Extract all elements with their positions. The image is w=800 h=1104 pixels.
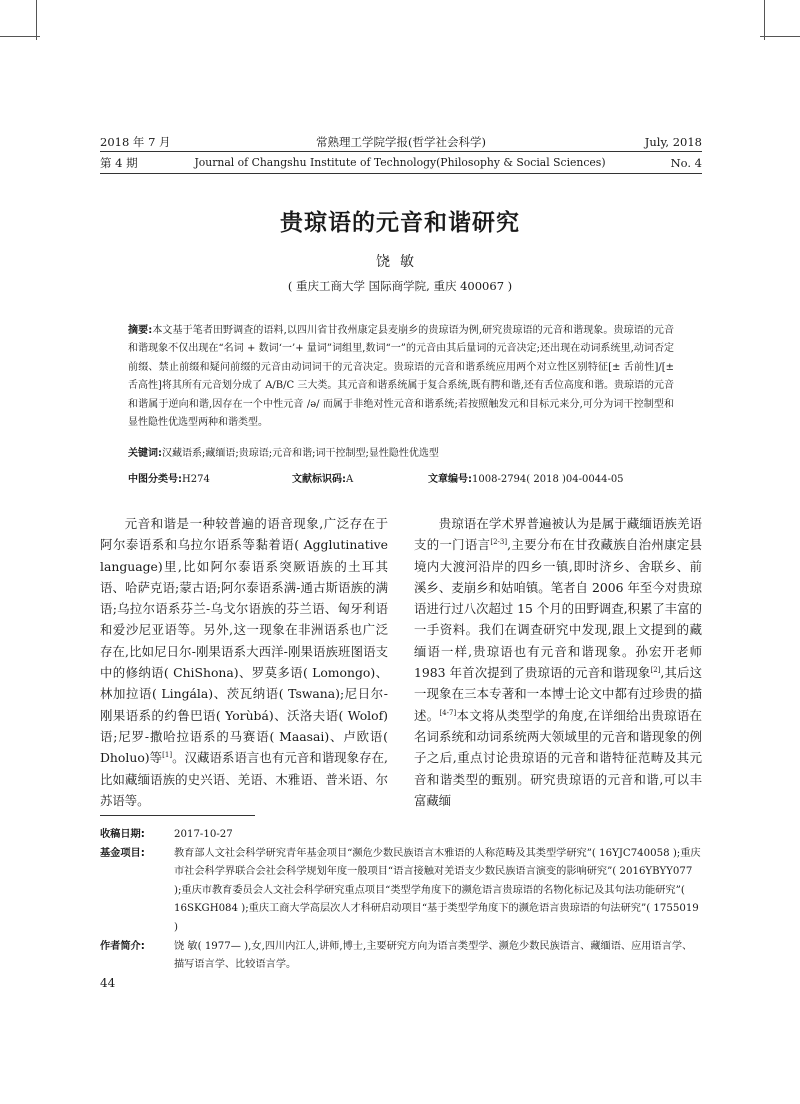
author-bio-text: 饶 敏( 1977— ),女,四川内江人,讲师,博士,主要研究方向为语言类型学、濒危少数民族语言、藏缅语、应用语言学、描写语言学、比较语言学。 <box>174 940 693 971</box>
body-paragraph <box>100 513 388 811</box>
article-affiliation: ( 重庆工商大学 国际商学院, 重庆 400067 ) <box>287 279 513 293</box>
body-column-right <box>414 513 702 811</box>
keywords <box>128 446 674 462</box>
footnote-received <box>100 826 702 845</box>
header-journal-cn: 常熟理工学院学报(哲学社会科学) <box>316 135 486 149</box>
header-date-cn: 2018 年 7 月 <box>100 135 171 149</box>
keywords-text: 汉藏语系;藏缅语;贵琼语;元音和谐;词干控制型;显性隐性优选型 <box>162 448 439 459</box>
doc-code <box>292 472 353 488</box>
header-issue-en: No. 4 <box>670 156 702 170</box>
body-text: 元音和谐是一种较普遍的语音现象,广泛存在于阿尔泰语系和乌拉尔语系等黏着语( Agglutinative language)里,比如阿尔泰语系突厥语族的土耳其语、哈萨克语;蒙古语;阿尔泰语系满-通古斯语族的满语;乌拉尔语系芬兰-乌戈尔语族的芬兰语、匈牙利语和爱沙尼亚语等。另外,这一现象在非洲语系也广泛存在,比如尼日尔-刚果语系大西洋-刚果语族班图语支中的修纳语( ChiShona)、罗莫多语( Lomongo)、林加拉语( Lingála)、茨瓦纳语( Tswana);尼日尔-刚果语系的约鲁巴语( Yorùbá)、沃洛夫语( Wolof)语;尼罗-撒哈拉语系的马赛语( Maasai)、卢欧语( Dholuo)等 <box>100 516 388 766</box>
body-text: 本文将从类型学的角度,在详细给出贵琼语在名词系统和动词系统两大领域里的元音和谐现象的例子之后,重点讨论贵琼语的元音和谐特征范畴及其元音和谐类型的甄别。研究贵琼语的元音和谐,可以丰富藏缅 <box>414 707 702 808</box>
article-number-value: 1008-2794( 2018 )04-0044-05 <box>472 474 624 485</box>
citation: [2] <box>650 665 661 674</box>
body-text: 贵琼语在学术界普遍被认为是属于藏缅语族羌语支的一门语言 <box>414 516 702 553</box>
keywords-label: 关键词: <box>128 448 162 459</box>
footnotes <box>100 826 702 975</box>
header-rule-bottom <box>100 173 702 174</box>
doc-value: A <box>346 474 354 485</box>
header-date-en: July, 2018 <box>644 135 702 149</box>
article-number-label: 文章编号: <box>428 474 472 485</box>
body-text: ,其后这一现象在三本专著和一本博士论文中都有过珍贵的描述。 <box>414 665 702 723</box>
footnote-fund <box>100 845 702 938</box>
abstract-label: 摘要: <box>128 325 153 336</box>
body-text: 。汉藏语系语言也有元音和谐现象存在,比如藏缅语族的史兴语、羌语、木雅语、普米语、尔苏语等。 <box>100 750 388 808</box>
body-text: ,主要分布在甘孜藏族自治州康定县境内大渡河沿岸的四乡一镇,即时济乡、舍联乡、前溪乡、麦崩乡和姑咱镇。笔者自 2006 年至今对贵琼语进行过八次超过 15 个月的田野调查,积累了丰富的一手资料。我们在调查研究中发现,跟上文提到的藏缅语一样,贵琼语也有元音和谐现象。孙宏开老师 1983 年首次提到了贵琼语的元音和谐现象 <box>414 537 702 681</box>
citation: [1] <box>162 751 173 760</box>
fund-label: 基金项目: <box>100 847 145 859</box>
footnote-rule <box>100 815 255 816</box>
clc-value: H274 <box>182 474 210 485</box>
clc-number <box>128 472 210 488</box>
header-journal-en: Journal of Changshu Institute of Technology(Philosophy & Social Sciences) <box>194 156 606 169</box>
article-author: 饶敏 <box>376 254 424 270</box>
doc-label: 文献标识码: <box>292 474 346 485</box>
body-column-left <box>100 513 388 811</box>
received-date: 2017-10-27 <box>174 829 233 840</box>
abstract <box>128 322 674 432</box>
page-number: 44 <box>100 976 116 990</box>
header-rule-top <box>100 151 702 152</box>
received-label: 收稿日期: <box>100 829 145 840</box>
article-number <box>428 472 624 488</box>
author-bio-label: 作者简介: <box>100 940 145 952</box>
abstract-text: 本文基于笔者田野调查的语料,以四川省甘孜州康定县麦崩乡的贵琼语为例,研究贵琼语的元音和谐现象。贵琼语的元音和谐现象不仅出现在“名词 + 数词‘一’+ 量词”词组里,数词“一”的元音由其后量词的元音决定;还出现在动词系统里,动词否定前缀、禁止前缀和疑问前缀的元音由动词词干的元音决定。贵琼语的元音和谐系统应用两个对立性区别特征[± 舌前性]/[± 舌高性]将其所有元音划分成了 A/B/C 三大类。其元音和谐系统属于复合系统,既有腭和谐,还有舌位高度和谐。贵琼语的元音和谐属于逆向和谐,因存在一个中性元音 /ə/ 而属于非绝对性元音和谐系统;若按照触发元和目标元来分,可分为词干控制型和显性隐性优选型两种和谐类型。 <box>128 325 675 429</box>
fund-text: 教育部人文社会科学研究青年基金项目“濒危少数民族语言木雅语的人称范畴及其类型学研究”( 16YJC740058 );重庆市社会科学界联合会社会科学规划年度一般项目“语言接触对羌语支少数民族语言演变的影响研究”( 2016YBYY077 );重庆市教育委员会人文社会科学研究重点项目“类型学角度下的濒危语言贵琼语的名物化标记及其句法功能研究”( 16SKGH084 );重庆工商大学高层次人才科研启动项目“基于类型学角度下的濒危语言贵琼语的句法研究”( 1755019 ) <box>174 847 701 933</box>
header-issue-cn: 第 4 期 <box>100 156 138 170</box>
footnote-author-bio <box>100 938 702 975</box>
clc-label: 中图分类号: <box>128 474 182 485</box>
citation: [4-7] <box>439 708 457 717</box>
body-paragraph <box>414 513 702 811</box>
article-title: 贵琼语的元音和谐研究 <box>280 209 520 236</box>
citation: [2-3] <box>490 538 508 547</box>
